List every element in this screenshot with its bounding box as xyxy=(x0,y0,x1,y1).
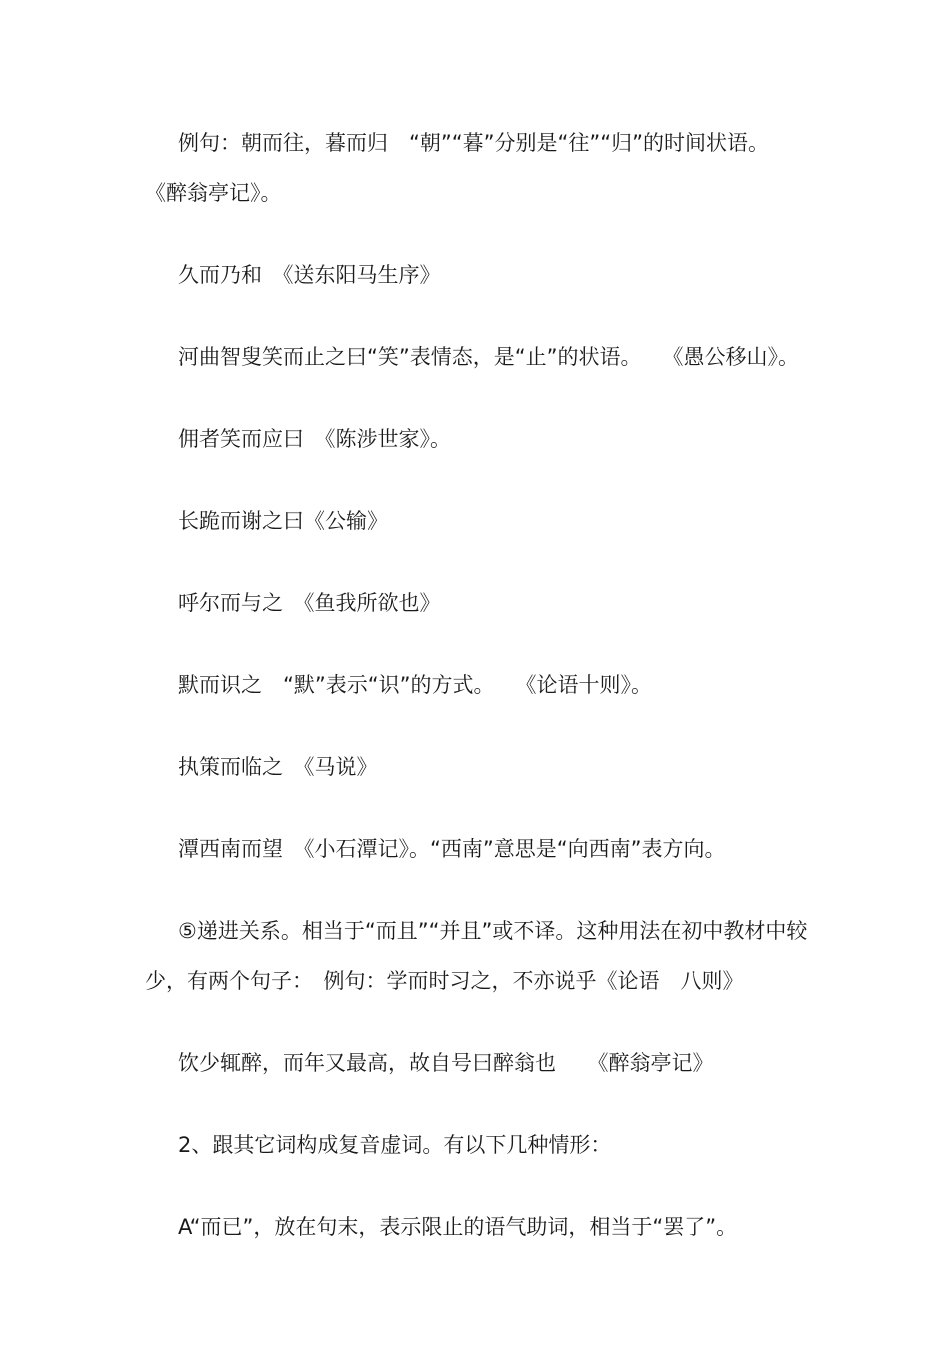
paragraph-hequ-zhisou: 河曲智叟笑而止之曰“笑”表情态，是“止”的状语。 《愚公移山》。 xyxy=(178,345,800,369)
paragraph-progressive-relation: ⑤递进关系。相当于“而且”“并且”或不译。这种用法在初中教材中较少，有两个句子： 例句：学而时习之，不亦说乎《论语 八则》 xyxy=(145,919,808,993)
paragraph-section-2: 2、跟其它词构成复音虚词。有以下几种情形： xyxy=(178,1133,612,1157)
paragraph-changgui: 长跪而谢之曰《公输》 xyxy=(178,509,388,533)
paragraph-tan-xinan: 潭西南而望 《小石潭记》。“西南”意思是“向西南”表方向。 xyxy=(178,837,726,861)
paragraph-zhi-ce: 执策而临之 《马说》 xyxy=(178,755,378,779)
paragraph-hu-er: 呼尔而与之 《鱼我所欲也》 xyxy=(178,591,441,615)
paragraph-mo-er-zhi: 默而识之 “默”表示“识”的方式。 《论语十则》。 xyxy=(178,673,653,697)
paragraph-example-zhao-mu: 例句：朝而往，暮而归 “朝”“暮”分别是“往”“归”的时间状语。 《醉翁亭记》。 xyxy=(145,131,780,205)
paragraph-er-yi: A“而已”，放在句末，表示限止的语气助词，相当于“罢了”。 xyxy=(178,1215,738,1239)
paragraph-jiu-er-nai-he: 久而乃和 《送东阳马生序》 xyxy=(178,263,441,287)
paragraph-yin-shao: 饮少辄醉，而年又最高，故自号曰醉翁也 《醉翁亭记》 xyxy=(178,1051,714,1075)
document-body xyxy=(145,118,810,1284)
paragraph-yongzhe: 佣者笑而应曰 《陈涉世家》。 xyxy=(178,427,451,451)
